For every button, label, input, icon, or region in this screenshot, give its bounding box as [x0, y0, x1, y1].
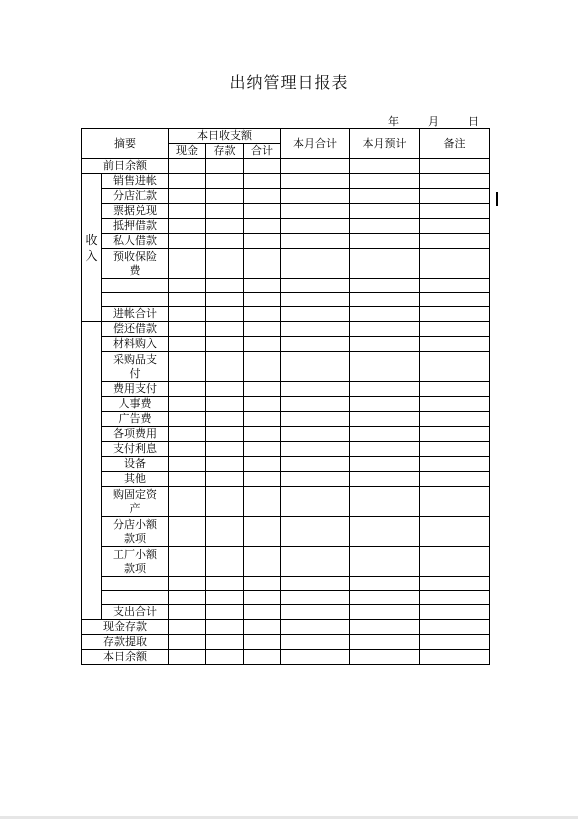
value-cell[interactable]: [169, 293, 206, 307]
value-cell[interactable]: [244, 605, 281, 620]
expense-item-label: 其他: [102, 472, 169, 487]
value-cell[interactable]: [169, 547, 206, 577]
value-cell[interactable]: [169, 427, 206, 442]
value-cell[interactable]: [420, 412, 490, 427]
value-cell[interactable]: [206, 337, 244, 352]
value-cell[interactable]: [281, 547, 350, 577]
value-cell[interactable]: [169, 635, 206, 650]
value-cell[interactable]: [350, 427, 420, 442]
value-cell[interactable]: [281, 322, 350, 337]
table-row: [82, 427, 490, 442]
footer-row-label: 本日余额: [82, 650, 169, 665]
value-cell[interactable]: [244, 412, 281, 427]
table-row: [82, 442, 490, 457]
expense-item-label: [102, 577, 169, 591]
value-cell[interactable]: [169, 352, 206, 382]
value-cell[interactable]: [350, 307, 420, 322]
value-cell[interactable]: [281, 577, 350, 591]
value-cell[interactable]: [169, 249, 206, 279]
expense-item-label: 广告费: [102, 412, 169, 427]
value-cell[interactable]: [281, 397, 350, 412]
header-cash: 现金: [169, 144, 206, 159]
value-cell[interactable]: [350, 352, 420, 382]
table-row: [82, 457, 490, 472]
value-cell[interactable]: [350, 382, 420, 397]
footer-row-label: 现金存款: [82, 620, 169, 635]
value-cell[interactable]: [169, 397, 206, 412]
value-cell[interactable]: [244, 337, 281, 352]
value-cell[interactable]: [350, 442, 420, 457]
value-cell[interactable]: [420, 189, 490, 204]
value-cell[interactable]: [420, 620, 490, 635]
header-deposit: 存款: [206, 144, 244, 159]
value-cell[interactable]: [244, 650, 281, 665]
table-row: [82, 279, 490, 293]
value-cell[interactable]: [281, 605, 350, 620]
table-row: [82, 307, 490, 322]
value-cell[interactable]: [169, 307, 206, 322]
value-cell[interactable]: [420, 427, 490, 442]
value-cell[interactable]: [420, 307, 490, 322]
header-today-amount: 本日收支额: [169, 129, 281, 144]
value-cell[interactable]: [350, 397, 420, 412]
value-cell[interactable]: [420, 234, 490, 249]
value-cell[interactable]: [350, 412, 420, 427]
income-category-label: 收 入: [82, 174, 102, 322]
value-cell[interactable]: [169, 620, 206, 635]
year-label: 年: [388, 115, 399, 128]
income-item-label: 分店汇款: [102, 189, 169, 204]
value-cell[interactable]: [244, 517, 281, 547]
table-row: [82, 591, 490, 605]
value-cell[interactable]: [420, 279, 490, 293]
value-cell[interactable]: [244, 189, 281, 204]
value-cell[interactable]: [244, 307, 281, 322]
month-label: 月: [428, 115, 439, 128]
value-cell[interactable]: [206, 234, 244, 249]
table-row: [82, 337, 490, 352]
value-cell[interactable]: [169, 650, 206, 665]
value-cell[interactable]: [350, 279, 420, 293]
value-cell[interactable]: [206, 487, 244, 517]
value-cell[interactable]: [350, 189, 420, 204]
value-cell[interactable]: [244, 577, 281, 591]
table-row: [82, 249, 490, 279]
value-cell[interactable]: [281, 249, 350, 279]
table-row: [82, 577, 490, 591]
value-cell[interactable]: [281, 487, 350, 517]
value-cell[interactable]: [420, 650, 490, 665]
value-cell[interactable]: [206, 219, 244, 234]
value-cell[interactable]: [420, 159, 490, 174]
value-cell[interactable]: [244, 159, 281, 174]
value-cell[interactable]: [350, 249, 420, 279]
value-cell[interactable]: [244, 293, 281, 307]
expense-item-label: [102, 591, 169, 605]
value-cell[interactable]: [281, 472, 350, 487]
document-title: 出纳管理日报表: [229, 73, 349, 92]
value-cell[interactable]: [281, 517, 350, 547]
value-cell[interactable]: [244, 457, 281, 472]
table-row: [82, 412, 490, 427]
date-line: [388, 113, 479, 129]
table-row: [82, 174, 490, 189]
table-row: [82, 650, 490, 665]
value-cell[interactable]: [244, 487, 281, 517]
value-cell[interactable]: [420, 472, 490, 487]
header-remarks: 备注: [420, 129, 490, 159]
table-row: [82, 472, 490, 487]
value-cell[interactable]: [206, 457, 244, 472]
value-cell[interactable]: [350, 174, 420, 189]
value-cell[interactable]: [420, 293, 490, 307]
income-total-label: 进帐合计: [102, 307, 169, 322]
footer-row-label: 存款提取: [82, 635, 169, 650]
table-row: [82, 189, 490, 204]
table-row: [82, 397, 490, 412]
value-cell[interactable]: [281, 457, 350, 472]
income-item-label: 销售进帐: [102, 174, 169, 189]
value-cell[interactable]: [244, 442, 281, 457]
value-cell[interactable]: [350, 457, 420, 472]
table-row: [82, 382, 490, 397]
value-cell[interactable]: [350, 517, 420, 547]
value-cell[interactable]: [206, 605, 244, 620]
value-cell[interactable]: [350, 322, 420, 337]
value-cell[interactable]: [420, 577, 490, 591]
header-summary: 摘要: [82, 129, 169, 159]
value-cell[interactable]: [350, 605, 420, 620]
value-cell[interactable]: [206, 620, 244, 635]
value-cell[interactable]: [244, 322, 281, 337]
value-cell[interactable]: [420, 382, 490, 397]
value-cell[interactable]: [244, 352, 281, 382]
table-row: [82, 547, 490, 577]
value-cell[interactable]: [206, 293, 244, 307]
header-total: 合计: [244, 144, 281, 159]
expense-item-label: 人事费: [102, 397, 169, 412]
value-cell[interactable]: [206, 279, 244, 293]
value-cell[interactable]: [350, 293, 420, 307]
expense-item-label: 购固定资产: [102, 487, 169, 517]
value-cell[interactable]: [244, 249, 281, 279]
value-cell[interactable]: [206, 517, 244, 547]
value-cell[interactable]: [281, 352, 350, 382]
value-cell[interactable]: [206, 650, 244, 665]
day-label: 日: [468, 115, 479, 128]
table-row: [82, 219, 490, 234]
value-cell[interactable]: [244, 174, 281, 189]
value-cell[interactable]: [169, 322, 206, 337]
table-row: [82, 159, 490, 174]
table-row: [82, 487, 490, 517]
header-month-forecast: 本月预计: [350, 129, 420, 159]
value-cell[interactable]: [244, 591, 281, 605]
value-cell[interactable]: [244, 472, 281, 487]
header-month-total: 本月合计: [281, 129, 350, 159]
value-cell[interactable]: [169, 591, 206, 605]
value-cell[interactable]: [281, 412, 350, 427]
table-body: [82, 159, 490, 665]
expense-item-label: 各项费用: [102, 427, 169, 442]
value-cell[interactable]: [169, 412, 206, 427]
value-cell[interactable]: [281, 174, 350, 189]
value-cell[interactable]: [281, 650, 350, 665]
value-cell[interactable]: [206, 472, 244, 487]
income-item-label: 抵押借款: [102, 219, 169, 234]
value-cell[interactable]: [206, 412, 244, 427]
value-cell[interactable]: [350, 159, 420, 174]
value-cell[interactable]: [350, 547, 420, 577]
value-cell[interactable]: [244, 382, 281, 397]
value-cell[interactable]: [206, 427, 244, 442]
value-cell[interactable]: [281, 442, 350, 457]
value-cell[interactable]: [169, 234, 206, 249]
value-cell[interactable]: [281, 427, 350, 442]
income-item-label: [102, 279, 169, 293]
value-cell[interactable]: [350, 337, 420, 352]
value-cell[interactable]: [169, 337, 206, 352]
value-cell[interactable]: [206, 635, 244, 650]
value-cell[interactable]: [281, 307, 350, 322]
value-cell[interactable]: [281, 620, 350, 635]
expense-category-cell: [82, 322, 102, 620]
value-cell[interactable]: [350, 635, 420, 650]
value-cell[interactable]: [350, 591, 420, 605]
cashier-daily-report-table: [81, 128, 490, 665]
value-cell[interactable]: [206, 577, 244, 591]
value-cell[interactable]: [206, 174, 244, 189]
value-cell[interactable]: [420, 517, 490, 547]
value-cell[interactable]: [420, 219, 490, 234]
value-cell[interactable]: [420, 204, 490, 219]
value-cell[interactable]: [350, 650, 420, 665]
value-cell[interactable]: [244, 279, 281, 293]
value-cell[interactable]: [281, 204, 350, 219]
value-cell[interactable]: [169, 457, 206, 472]
value-cell[interactable]: [350, 219, 420, 234]
value-cell[interactable]: [350, 204, 420, 219]
value-cell[interactable]: [350, 620, 420, 635]
expense-total-label: 支出合计: [102, 605, 169, 620]
expense-item-label: 偿还借款: [102, 322, 169, 337]
row-label: 前日余额: [82, 159, 169, 174]
value-cell[interactable]: [169, 279, 206, 293]
expense-item-label: 工厂小额款项: [102, 547, 169, 577]
value-cell[interactable]: [244, 397, 281, 412]
value-cell[interactable]: [420, 547, 490, 577]
value-cell[interactable]: [206, 249, 244, 279]
table-row: [82, 234, 490, 249]
value-cell[interactable]: [420, 249, 490, 279]
expense-item-label: 设备: [102, 457, 169, 472]
value-cell[interactable]: [206, 307, 244, 322]
value-cell[interactable]: [169, 189, 206, 204]
value-cell[interactable]: [281, 635, 350, 650]
value-cell[interactable]: [169, 487, 206, 517]
value-cell[interactable]: [420, 397, 490, 412]
value-cell[interactable]: [420, 322, 490, 337]
value-cell[interactable]: [350, 487, 420, 517]
value-cell[interactable]: [281, 591, 350, 605]
value-cell[interactable]: [420, 605, 490, 620]
income-item-label: 预收保险费: [102, 249, 169, 279]
expense-item-label: 材料购入: [102, 337, 169, 352]
value-cell[interactable]: [420, 487, 490, 517]
value-cell[interactable]: [244, 635, 281, 650]
expense-item-label: 采购品支付: [102, 352, 169, 382]
expense-item-label: 分店小额款项: [102, 517, 169, 547]
table-row: [82, 635, 490, 650]
value-cell[interactable]: [206, 159, 244, 174]
value-cell[interactable]: [281, 189, 350, 204]
value-cell[interactable]: [169, 472, 206, 487]
value-cell[interactable]: [206, 204, 244, 219]
expense-item-label: 支付利息: [102, 442, 169, 457]
value-cell[interactable]: [206, 382, 244, 397]
value-cell[interactable]: [169, 517, 206, 547]
table-row: [82, 605, 490, 620]
income-item-label: 私人借款: [102, 234, 169, 249]
value-cell[interactable]: [281, 234, 350, 249]
value-cell[interactable]: [420, 635, 490, 650]
value-cell[interactable]: [169, 442, 206, 457]
value-cell[interactable]: [281, 279, 350, 293]
table-row: [82, 620, 490, 635]
value-cell[interactable]: [169, 219, 206, 234]
value-cell[interactable]: [169, 577, 206, 591]
value-cell[interactable]: [350, 472, 420, 487]
value-cell[interactable]: [169, 204, 206, 219]
table-row: [82, 293, 490, 307]
text-cursor: [496, 192, 498, 206]
value-cell[interactable]: [244, 547, 281, 577]
value-cell[interactable]: [244, 620, 281, 635]
value-cell[interactable]: [206, 352, 244, 382]
value-cell[interactable]: [281, 337, 350, 352]
table-row: [82, 352, 490, 382]
value-cell[interactable]: [206, 442, 244, 457]
value-cell[interactable]: [420, 337, 490, 352]
table-row: [82, 204, 490, 219]
value-cell[interactable]: [281, 159, 350, 174]
value-cell[interactable]: [169, 174, 206, 189]
value-cell[interactable]: [244, 234, 281, 249]
value-cell[interactable]: [281, 293, 350, 307]
value-cell[interactable]: [420, 591, 490, 605]
income-item-label: 票据兑现: [102, 204, 169, 219]
value-cell[interactable]: [206, 547, 244, 577]
value-cell[interactable]: [169, 159, 206, 174]
value-cell[interactable]: [420, 352, 490, 382]
value-cell[interactable]: [206, 322, 244, 337]
value-cell[interactable]: [206, 397, 244, 412]
value-cell[interactable]: [244, 204, 281, 219]
table-row: [82, 322, 490, 337]
value-cell[interactable]: [281, 382, 350, 397]
value-cell[interactable]: [420, 174, 490, 189]
value-cell[interactable]: [420, 457, 490, 472]
table-row: [82, 517, 490, 547]
expense-item-label: 费用支付: [102, 382, 169, 397]
value-cell[interactable]: [206, 189, 244, 204]
value-cell[interactable]: [350, 577, 420, 591]
value-cell[interactable]: [281, 219, 350, 234]
value-cell[interactable]: [206, 591, 244, 605]
value-cell[interactable]: [244, 427, 281, 442]
value-cell[interactable]: [169, 605, 206, 620]
value-cell[interactable]: [169, 382, 206, 397]
income-item-label: [102, 293, 169, 307]
value-cell[interactable]: [350, 234, 420, 249]
value-cell[interactable]: [420, 442, 490, 457]
value-cell[interactable]: [244, 219, 281, 234]
